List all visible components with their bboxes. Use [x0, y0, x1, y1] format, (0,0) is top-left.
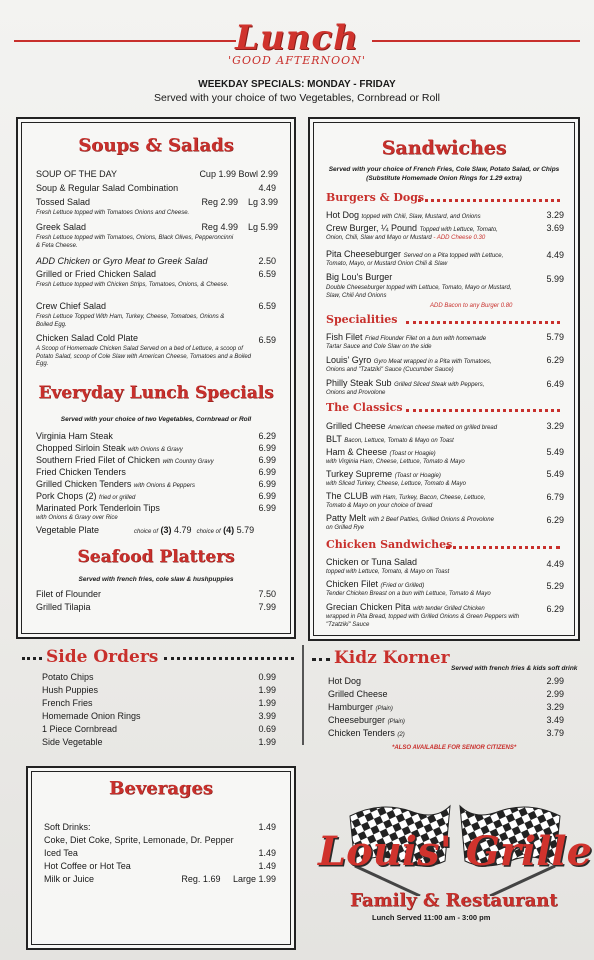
menu-item-name: Hamburger (Plain) — [328, 702, 393, 712]
divider-dots — [22, 657, 42, 660]
menu-item-name: Pork Chops (2) fried or grilled — [36, 491, 136, 501]
menu-item-price: 7.50 — [258, 589, 276, 599]
seafood-title: Seafood Platters — [77, 547, 235, 567]
menu-item-name: Potato Chips — [42, 672, 94, 682]
divider-dots — [418, 199, 560, 202]
menu-item-price: 6.59 — [258, 269, 276, 279]
menu-item-name: Southern Fried Filet of Chicken with Country Gravy — [36, 455, 214, 465]
menu-item-name: 1 Piece Cornbread — [42, 724, 118, 734]
kidz-note: Served with french fries & kids soft drink — [451, 665, 578, 672]
vegetable-plate-choices: choice of (3) 4.79 choice of (4) 5.79 — [134, 525, 255, 535]
menu-item-desc: Fresh Lettuce topped with Tomatoes Onions and Cheese. — [36, 210, 190, 216]
seafood-note: Served with french fries, cole slaw & hushpuppies — [78, 576, 234, 583]
menu-item-desc: with Onions & Gravy over Rice — [36, 515, 118, 521]
menu-item-name: Coke, Diet Coke, Sprite, Lemonade, Dr. Pepper — [44, 835, 234, 845]
left-menu-box — [16, 117, 296, 639]
menu-item-desc: Tender Chicken Breast on a bun with Lettuce, Tomato & Mayo — [326, 591, 491, 597]
everyday-note: Served with your choice of two Vegetables, Cornbread or Roll — [60, 416, 252, 423]
menu-item-name: Grilled Cheese American cheese melted on grilled bread — [326, 421, 498, 431]
menu-item-price: 6.79 — [546, 492, 564, 502]
menu-item-price: 6.29 — [546, 604, 564, 614]
column-divider — [302, 645, 304, 745]
logo-subtitle: Family & Restaurant — [350, 890, 558, 911]
menu-item-name: Pita Cheeseburger Served on a Pita topped with Lettuce, — [326, 249, 504, 259]
page-subtitle: 'GOOD AFTERNOON' — [228, 54, 366, 67]
menu-item-desc: Tomato & Mayo on your choice of bread — [326, 503, 433, 509]
divider-dots — [164, 657, 294, 660]
menu-item-desc: Tomato, Mayo, or Mustard Onion Chili & Slaw — [326, 261, 448, 267]
menu-item-name: French Fries — [42, 698, 93, 708]
menu-item-desc: Fresh Lettuce Topped With Ham, Turkey, Cheese, Tomatoes, Onions & Boiled Egg. — [36, 314, 225, 328]
menu-item-name: Chicken or Tuna Salad — [326, 557, 418, 567]
menu-item-price: 6.29 — [258, 431, 276, 441]
menu-item-name: Grilled Tilapia — [36, 602, 91, 612]
menu-item-price: 7.99 — [258, 602, 276, 612]
menu-item-price: 6.99 — [258, 443, 276, 453]
menu-item-price: 3.99 — [258, 711, 276, 721]
menu-item-name: Homemade Onion Rings — [42, 711, 141, 721]
menu-item-price: 5.49 — [546, 447, 564, 457]
menu-item-name: Hot Dog topped with Chili, Slaw, Mustard, and Onions — [326, 210, 481, 220]
lunch-hours: Lunch Served 11:00 am - 3:00 pm — [372, 913, 491, 922]
served-note: Served with your choice of two Vegetables, Cornbread or Roll — [154, 92, 440, 104]
menu-item-price: 2.99 — [546, 689, 564, 699]
menu-item-price: 6.49 — [546, 379, 564, 389]
menu-item-desc: Double Cheeseburger topped with Lettuce, Tomato, Mayo or Mustard, Slaw, Chili And Onions — [326, 285, 512, 299]
menu-item-name: Ham & Cheese (Toast or Hoagie) — [326, 447, 436, 457]
menu-item-name: Big Lou's Burger — [326, 272, 393, 282]
kidz-title: Kidz Korner — [334, 648, 450, 668]
weekday-specials: WEEKDAY SPECIALS: MONDAY - FRIDAY — [198, 79, 396, 90]
menu-item-name: Grilled or Fried Chicken Salad — [36, 269, 157, 279]
page-title: Lunch — [235, 18, 359, 58]
menu-item-price: 5.49 — [546, 469, 564, 479]
beverages-title: Beverages — [109, 778, 213, 799]
menu-item-price: 3.29 — [546, 421, 564, 431]
menu-item-price: 6.29 — [546, 355, 564, 365]
menu-item-name: ADD Chicken or Gyro Meat to Greek Salad — [36, 256, 208, 266]
specialities-title: Specialities — [326, 313, 398, 326]
menu-item-name: Greek Salad — [36, 222, 87, 232]
menu-item-desc: topped with Lettuce, Tomato, & Mayo on Toast — [326, 569, 450, 575]
menu-item-price: 5.99 — [546, 274, 564, 284]
menu-item-price: 5.29 — [546, 581, 564, 591]
menu-item-add: ADD Bacon to any Burger 0.80 — [430, 303, 513, 309]
menu-item-price: 1.99 — [258, 698, 276, 708]
menu-item-name: The CLUB with Ham, Turkey, Bacon, Cheese, Lettuce, — [326, 491, 486, 501]
sandwiches-title: Sandwiches — [381, 137, 507, 159]
menu-item-name: Hot Coffee or Hot Tea — [44, 861, 131, 871]
menu-item-price: 6.99 — [258, 479, 276, 489]
menu-item-price: 0.99 — [258, 672, 276, 682]
menu-item-name: Tossed Salad — [36, 197, 91, 207]
menu-item-desc: with Sliced Turkey, Cheese, Lettuce, Tomato & Mayo — [326, 481, 466, 487]
menu-item-name: Grilled Chicken Tenders with Onions & Peppers — [36, 479, 195, 489]
sandwiches-note: Served with your choice of French Fries, Cole Slaw, Potato Salad, or Chips — [328, 166, 560, 173]
menu-item-price: Cup 1.99 Bowl 2.99 — [199, 169, 278, 179]
menu-item-price: 3.69 — [546, 223, 564, 233]
sandwiches-note-2: (Substitute Homemade Onion Rings for 1.29 extra) — [366, 175, 522, 182]
menu-item-name: Grecian Chicken Pita with tender Grilled Chicken — [326, 602, 485, 612]
divider-dots — [406, 409, 560, 412]
menu-item-name: Chopped Sirloin Steak with Onions & Gravy — [36, 443, 183, 453]
menu-item-name: Fried Chicken Tenders — [36, 467, 126, 477]
menu-item-desc: on Grilled Rye — [326, 525, 365, 531]
divider-dots — [406, 321, 560, 324]
menu-item-name: Patty Melt with 2 Beef Patties, Grilled Onions & Provolone — [326, 513, 494, 523]
menu-item-name: Turkey Supreme (Toast or Hoagie) — [326, 469, 441, 479]
menu-item-price: 6.99 — [258, 491, 276, 501]
menu-item-price: Reg. 1.69 Large 1.99 — [181, 874, 276, 884]
menu-item-name: Side Vegetable — [42, 737, 103, 747]
beverages-box — [26, 766, 296, 950]
menu-item-price: 2.50 — [258, 256, 276, 266]
menu-item-desc: Fresh Lettuce topped with Tomatoes, Onions, Black Olives, Pepperoncinni & Feta Cheese. — [36, 235, 234, 249]
everyday-title: Everyday Lunch Specials — [38, 383, 274, 403]
menu-item-name: BLT Bacon, Lettuce, Tomato & Mayo on Toast — [326, 434, 454, 444]
menu-item-price: 6.99 — [258, 455, 276, 465]
menu-item-desc: wrapped in Pita Bread, topped with Grilled Onions & Green Peppers with "Tzatziki" Sauce — [326, 614, 520, 628]
menu-item-desc: Fresh Lettuce topped with Chicken Strips, Tomatoes, Onions, & Cheese. — [36, 282, 229, 288]
menu-item-price: 2.99 — [546, 676, 564, 686]
menu-item-price: 3.29 — [546, 702, 564, 712]
menu-item-price: 3.49 — [546, 715, 564, 725]
menu-item-name: Grilled Cheese — [328, 689, 388, 699]
menu-item-desc: Tartar Sauce and Cole Slaw on the side — [326, 344, 432, 350]
menu-item-name: Crew Burger, ¼ Pound Topped with Lettuce, Tomato, — [326, 223, 498, 233]
classics-title: The Classics — [326, 401, 403, 414]
menu-item-name: Hot Dog — [328, 676, 362, 686]
menu-item-name: Milk or Juice — [44, 874, 95, 884]
menu-item-price: 6.99 — [258, 503, 276, 513]
menu-item-name: SOUP OF THE DAY — [36, 169, 118, 179]
menu-item-name: Marinated Pork Tenderloin Tips — [36, 503, 160, 513]
menu-item-name: Virginia Ham Steak — [36, 431, 113, 441]
menu-item-price: 3.79 — [546, 728, 564, 738]
menu-item-price: Reg 2.99 Lg 3.99 — [201, 197, 278, 207]
menu-item-name: Fish Filet Fried Flounder Filet on a bun with homemade — [326, 332, 487, 342]
menu-item-name: Crew Chief Salad — [36, 301, 107, 311]
chicken-title: Chicken Sandwiches — [326, 538, 453, 551]
menu-item-name: Cheeseburger (Plain) — [328, 715, 405, 725]
menu-item-desc: with Virginia Ham, Cheese, Lettuce, Tomato & Mayo — [326, 459, 465, 465]
menu-item-desc: Onions and Provolone — [326, 390, 386, 396]
menu-item-name: Philly Steak Sub Grilled Sliced Steak with Peppers, — [326, 378, 485, 388]
menu-item-name: Chicken Tenders (2) — [328, 728, 405, 738]
menu-item-name: Hush Puppies — [42, 685, 99, 695]
menu-item-price: 5.79 — [546, 332, 564, 342]
menu-item-price: 3.29 — [546, 210, 564, 220]
menu-item-name: Louis' Gyro Gyro Meat wrapped in a Pita with Tomatoes, — [326, 355, 492, 365]
menu-item-name: Soup & Regular Salad Combination — [36, 183, 179, 193]
menu-item-name: Filet of Flounder — [36, 589, 102, 599]
menu-item-price: 6.99 — [258, 467, 276, 477]
menu-item-price: 1.49 — [258, 848, 276, 858]
burgers-title: Burgers & Dogs — [326, 191, 425, 204]
menu-item-price: 1.49 — [258, 822, 276, 832]
menu-item-price: 0.69 — [258, 724, 276, 734]
menu-item-price: 6.29 — [546, 515, 564, 525]
menu-item-price: 4.49 — [258, 183, 276, 193]
menu-item-price: 4.49 — [546, 559, 564, 569]
logo-name: Louis' Grille — [318, 828, 593, 875]
senior-note: *ALSO AVAILABLE FOR SENIOR CITIZENS* — [392, 745, 517, 751]
menu-item-price: 6.59 — [258, 335, 276, 345]
menu-item-desc: A Scoop of Homemade Chicken Salad Served on a bed of Lettuce, a scoop of Potato Salad, scoop of Cole Slaw with American Cheese, Tomatoes and a Boiled Egg. — [36, 346, 252, 367]
soups-title: Soups & Salads — [78, 135, 234, 156]
menu-item-desc: Onion, Chili, Slaw and Mayo or Mustard - ADD Cheese 0.30 — [326, 235, 486, 241]
divider-dots — [446, 546, 560, 549]
sides-title: Side Orders — [46, 647, 159, 667]
menu-item-price: 4.49 — [546, 250, 564, 260]
menu-item-price: 1.99 — [258, 685, 276, 695]
header — [0, 18, 594, 104]
vegetable-plate: Vegetable Plate — [36, 525, 100, 535]
menu-item-name: Chicken Salad Cold Plate — [36, 333, 139, 343]
divider-dots — [312, 658, 330, 661]
menu-item-price: 1.49 — [258, 861, 276, 871]
menu-item-desc: Onions and "Tzatziki" Sauce (Cucumber Sauce) — [326, 367, 454, 373]
menu-item-name: Chicken Filet (Fried or Grilled) — [326, 579, 425, 589]
menu-item-price: Reg 4.99 Lg 5.99 — [201, 222, 278, 232]
sandwiches-box — [308, 117, 580, 641]
menu-item-price: 1.99 — [258, 737, 276, 747]
menu-item-name: Soft Drinks: — [44, 822, 91, 832]
menu-item-name: Iced Tea — [44, 848, 78, 858]
menu-item-price: 6.59 — [258, 301, 276, 311]
